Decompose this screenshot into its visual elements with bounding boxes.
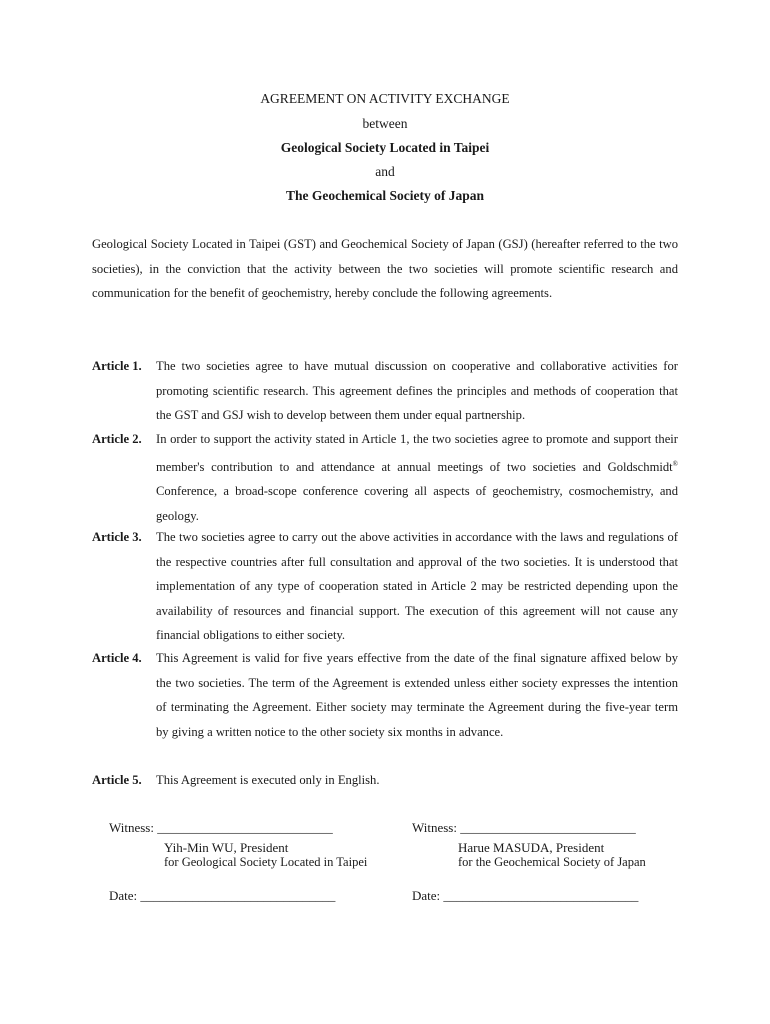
left-signatory-org: for Geological Society Located in Taipei	[164, 855, 368, 869]
between-text: between	[362, 116, 408, 131]
article-text: This Agreement is executed only in English.	[156, 773, 380, 787]
article-label: Article 3.	[92, 530, 142, 544]
article-text: The two societies agree to carry out the above activities in accordance with the laws and regulations of the respective countries after full consultation and approval of the two societies. It is understood that implementation of any type of cooperation stated in Article 2 may be restricted depending upon the availability of resources and financial support. The execution of this agreement will not cause any financial obligations to either society.	[156, 530, 678, 642]
party-one-name: Geological Society Located in Taipei	[280, 140, 490, 155]
registered-mark: ®	[672, 459, 678, 468]
article-2	[92, 427, 678, 528]
article-1	[92, 354, 678, 428]
and-text: and	[375, 164, 395, 179]
article-label: Article 4.	[92, 651, 142, 665]
right-signatory-name: Harue MASUDA, President	[458, 840, 605, 855]
article-text: In order to support the activity stated in Article 1, the two societies agree to promote and support their member's contribution to and attendance at annual meetings of two societies and Goldschmidt® Conference, a broad-scope conference covering all aspects of geochemistry, cosmochemistry, and geology.	[156, 432, 678, 523]
article-text: This Agreement is valid for five years effective from the date of the final signature affixed below by the two societies. The term of the Agreement is extended unless either society expresses the intention of terminating the Agreement. Either society may terminate the Agreement during the five-year term by giving a written notice to the other society six months in advance.	[156, 651, 678, 739]
article-5	[92, 768, 678, 793]
party-two-name: The Geochemical Society of Japan	[286, 188, 484, 203]
article-text: The two societies agree to have mutual discussion on cooperative and collaborative activities for promoting scientific research. This agreement defines the principles and methods of cooperation that the GST and GSJ wish to develop between them under equal partnership.	[156, 359, 678, 422]
right-witness-line: Witness: ___________________________	[412, 820, 636, 835]
left-witness-line: Witness: ___________________________	[109, 820, 333, 835]
article-label: Article 5.	[92, 773, 142, 787]
article-label: Article 2.	[92, 432, 142, 446]
intro-paragraph: Geological Society Located in Taipei (GST) and Geochemical Society of Japan (GSJ) (hereafter referred to the two societies), in the conviction that the activity between the two societies will promote scientific research and communication for the benefit of geochemistry, hereby conclude the following agreements.	[92, 237, 678, 300]
left-signatory-name: Yih-Min WU, President	[164, 840, 289, 855]
article-3	[92, 525, 678, 648]
document-title: AGREEMENT ON ACTIVITY EXCHANGE	[260, 91, 510, 106]
right-signatory-org: for the Geochemical Society of Japan	[458, 855, 646, 869]
article-4	[92, 646, 678, 744]
left-date-line: Date: ______________________________	[109, 888, 336, 903]
article-label: Article 1.	[92, 359, 142, 373]
right-date-line: Date: ______________________________	[412, 888, 639, 903]
